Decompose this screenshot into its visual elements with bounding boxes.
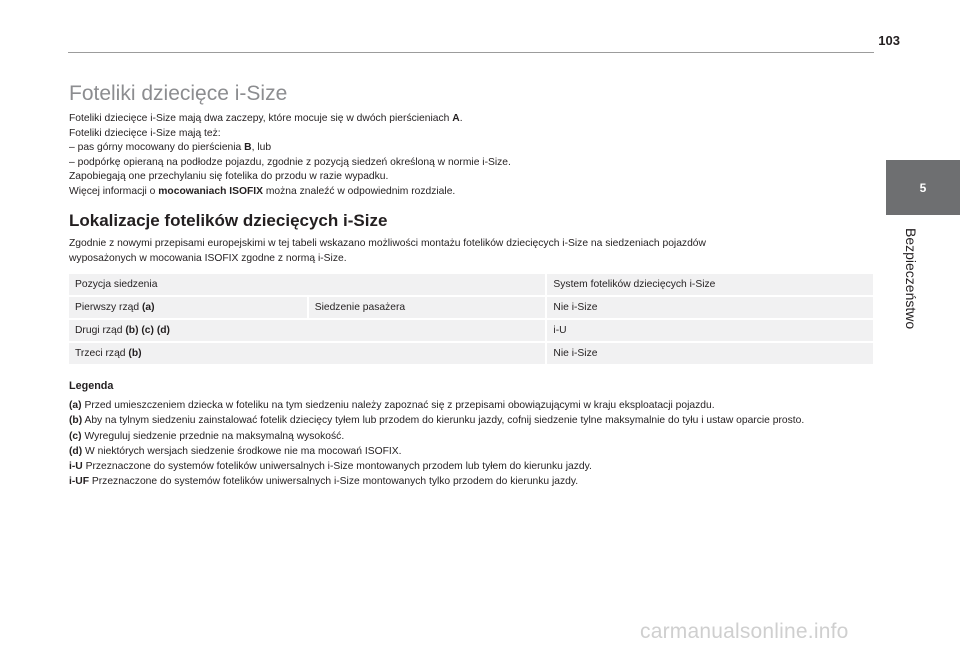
- table-header-row: [69, 274, 874, 296]
- table-header-system: System fotelików dziecięcych i-Size: [546, 274, 874, 296]
- table-cell-value: Nie i-Size: [546, 342, 874, 365]
- table-row: [69, 319, 874, 342]
- section-body: [69, 112, 875, 199]
- table-header-position: Pozycja siedzenia: [69, 274, 546, 296]
- table-cell-value: i-U: [546, 319, 874, 342]
- paragraph: Foteliki dziecięce i-Size mają dwa zaczepy, które mocuje się w dwóch pierścieniach A.: [69, 113, 463, 124]
- paragraph: Foteliki dziecięce i-Size mają też:: [69, 127, 221, 139]
- table-row: [69, 296, 874, 319]
- isize-locations-table: [69, 274, 875, 366]
- legend-item: (a) Przed umieszczeniem dziecka w foteliku na tym siedzeniu należy zapoznać się z przepisami obowiązującymi w kraju eksploatacji pojazdu.: [69, 400, 715, 411]
- legend-item: i-UF Przeznaczone do systemów fotelików uniwersalnych i-Size montowanych tylko przodem do kierunku jazdy.: [69, 476, 579, 488]
- legend-item: (d) W niektórych wersjach siedzenie środkowe nie ma mocowań ISOFIX.: [69, 445, 402, 457]
- page-number: 103: [878, 33, 900, 48]
- legend-title: Legenda: [69, 380, 114, 392]
- watermark: carmanualsonline.info: [640, 620, 849, 643]
- table-cell-position: Drugi rząd (b) (c) (d): [69, 319, 546, 342]
- chapter-number: 5: [919, 180, 927, 195]
- subsection-title: Lokalizacje fotelików dziecięcych i-Size: [69, 211, 388, 230]
- legend-item: (c) Wyreguluj siedzenie przednie na maksymalną wysokość.: [69, 430, 345, 442]
- legend-item: (b) Aby na tylnym siedzeniu zainstalować fotelik dziecięcy tyłem lub przodem do kierunku jazdy, cofnij siedzenie tylne maksymalnie do tyłu i ustaw oparcie prosto.: [69, 415, 805, 427]
- paragraph: Zapobiegają one przechylaniu się fotelika do przodu w razie wypadku.: [69, 171, 389, 182]
- legend-item: i-U Przeznaczone do systemów fotelików uniwersalnych i-Size montowanych przodem lub tyłem do kierunku jazdy.: [69, 461, 592, 473]
- subsection-intro: Zgodnie z nowymi przepisami europejskimi w tej tabeli wskazano możliwości montażu fotelików dziecięcych i-Size na siedzeniach pojazdów wyposażonych w mocowania ISOFIX zgodne z normą i-Size.: [69, 238, 706, 264]
- table-cell-position: Trzeci rząd (b): [69, 342, 546, 365]
- table-cell-value: Nie i-Size: [546, 296, 874, 319]
- table-row: [69, 342, 874, 365]
- legend: [69, 398, 875, 490]
- section-title: Foteliki dziecięce i-Size: [69, 82, 288, 105]
- list-item: – pas górny mocowany do pierścienia B, lub: [69, 142, 272, 153]
- chapter-tab[interactable]: [886, 160, 960, 215]
- chapter-title: Bezpieczeństwo: [903, 228, 919, 330]
- header-divider: [68, 52, 874, 53]
- table-cell-seat: Siedzenie pasażera: [308, 296, 547, 319]
- list-item: – podpórkę opieraną na podłodze pojazdu, zgodnie z pozycją siedzeń określoną w normie i-Size.: [69, 156, 511, 168]
- page-content: [69, 82, 875, 490]
- table-cell-position: Pierwszy rząd (a): [69, 296, 308, 319]
- paragraph: Więcej informacji o mocowaniach ISOFIX można znaleźć w odpowiednim rozdziale.: [69, 185, 456, 197]
